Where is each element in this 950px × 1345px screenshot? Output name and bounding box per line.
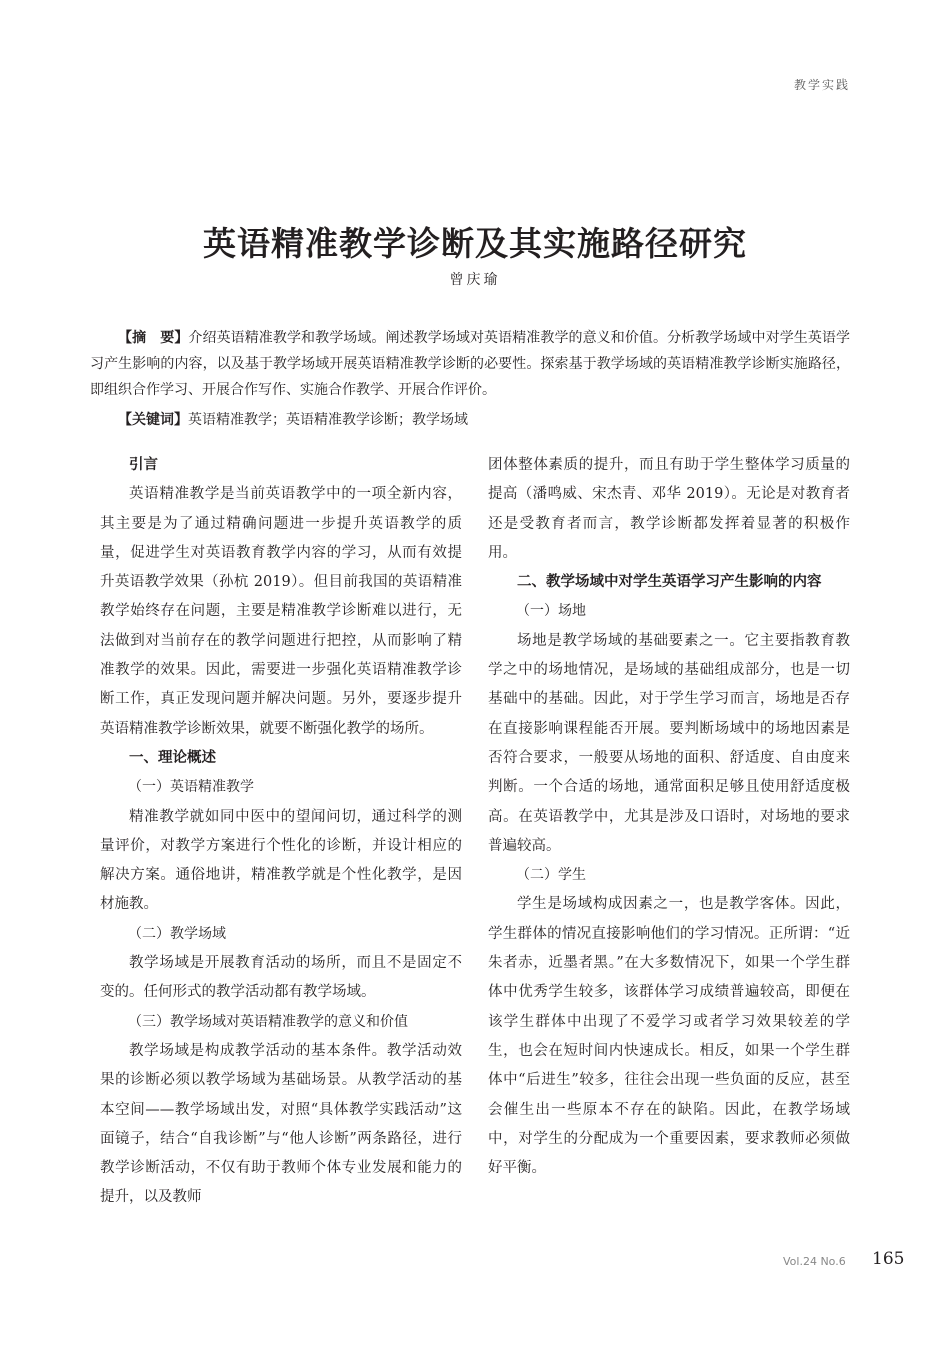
paragraph-1-2: 教学场域是开展教育活动的场所，而且不是固定不变的。任何形式的教学活动都有教学场域。 [100, 955, 462, 1001]
left-column [100, 451, 462, 1213]
heading-1-3: （三）教学场域对英语精准教学的意义和价值 [128, 1013, 408, 1030]
paragraph-intro: 英语精准教学是当前英语教学中的一项全新内容，其主要是为了通过精确问题进一步提升英语教学的质量，促进学生对英语教育教学内容的学习，从而有效提升英语教学效果（孙杭 2019）。但目前我国的英语精准教学始终存在问题，主要是精准教学诊断难以进行，无法做到对当前存在的教学问题进行把控，从而影响了精准教学的效果。因此，需要进一步强化英语精准教学诊断工作，真正发现问题并解决问题。另外，要逐步提升英语精准教学诊断效果，就要不断强化教学的场所。 [100, 486, 462, 737]
page-number: 165 [872, 1249, 905, 1269]
keywords-text: 英语精准教学；英语精准教学诊断；教学场域 [188, 412, 468, 428]
heading-section-1: 一、理论概述 [129, 749, 216, 766]
article-title: 英语精准教学诊断及其实施路径研究 [203, 224, 747, 263]
heading-2-1: （一）场地 [516, 603, 586, 620]
abstract-text: 介绍英语精准教学和教学场域。阐述教学场域对英语精准教学的意义和价值。分析教学场域中对学生英语学习产生影响的内容，以及基于教学场域开展英语精准教学诊断的必要性。探索基于教学场域的英语精准教学诊断实施路径，即组织合作学习、开展合作写作、实施合作教学、开展合作评价。 [90, 330, 851, 398]
heading-1-1: （一）英语精准教学 [128, 779, 254, 796]
keywords [90, 407, 850, 433]
heading-1-2: （二）教学场域 [128, 925, 226, 942]
volume-info: Vol.24 No.6 [783, 1255, 846, 1268]
paragraph-1-1: 精准教学就如同中医中的望闻问切，通过科学的测量评价，对教学方案进行个性化的诊断，并设计相应的解决方案。通俗地讲，精准教学就是个性化教学，是因材施教。 [100, 808, 462, 913]
abstract-label: 【摘 要】 [118, 330, 189, 346]
heading-section-2: 二、教学场域中对学生英语学习产生影响的内容 [517, 574, 822, 591]
abstract-block [90, 325, 850, 433]
paragraph-1-3-continued: 团体整体素质的提升，而且有助于学生整体学习质量的提高（潘鸣威、宋杰青、邓华 2019）。无论是对教育者还是受教育者而言，教学诊断都发挥着显著的积极作用。 [488, 457, 850, 561]
right-column [488, 451, 850, 1183]
heading-2-2: （二）学生 [516, 867, 586, 884]
column-tag: 教学实践 [793, 78, 850, 92]
article-author: 曾庆瑜 [449, 272, 501, 288]
paragraph-2-2: 学生是场域构成因素之一，也是教学客体。因此，学生群体的情况直接影响他们的学习情况。正所谓：“近朱者赤，近墨者黑。”在大多数情况下，如果一个学生群体中优秀学生较多，该群体学习成绩普遍较高，即便在该学生群体中出现了不爱学习或者学习效果较差的学生，也会在短时间内快速成长。相反，如果一个学生群体中“后进生”较多，往往会出现一些负面的反应，甚至会催生出一些原本不存在的缺陷。因此，在教学场域中，对学生的分配成为一个重要因素，要求教师必须做好平衡。 [488, 896, 850, 1177]
heading-intro: 引言 [129, 457, 158, 473]
keywords-label: 【关键词】 [118, 412, 188, 428]
paragraph-2-1: 场地是教学场域的基础要素之一。它主要指教育教学之中的场地情况，是场域的基础组成部分，也是一切基础中的基础。因此，对于学生学习而言，场地是否存在直接影响课程能否开展。要判断场域中的场地因素是否符合要求，一般要从场地的面积、舒适度、自由度来判断。一个合适的场地，通常面积足够且使用舒适度极高。在英语教学中，尤其是涉及口语时，对场地的要求普遍较高。 [488, 632, 850, 854]
abstract [90, 325, 850, 403]
paragraph-1-3: 教学场域是构成教学活动的基本条件。教学活动效果的诊断必须以教学场域为基础场景。从教学活动的基本空间——教学场域出发，对照“具体教学实践活动”这面镜子，结合“自我诊断”与“他人诊断”两条路径，进行教学诊断活动，不仅有助于教师个体专业发展和能力的提升，以及教师 [100, 1042, 462, 1206]
